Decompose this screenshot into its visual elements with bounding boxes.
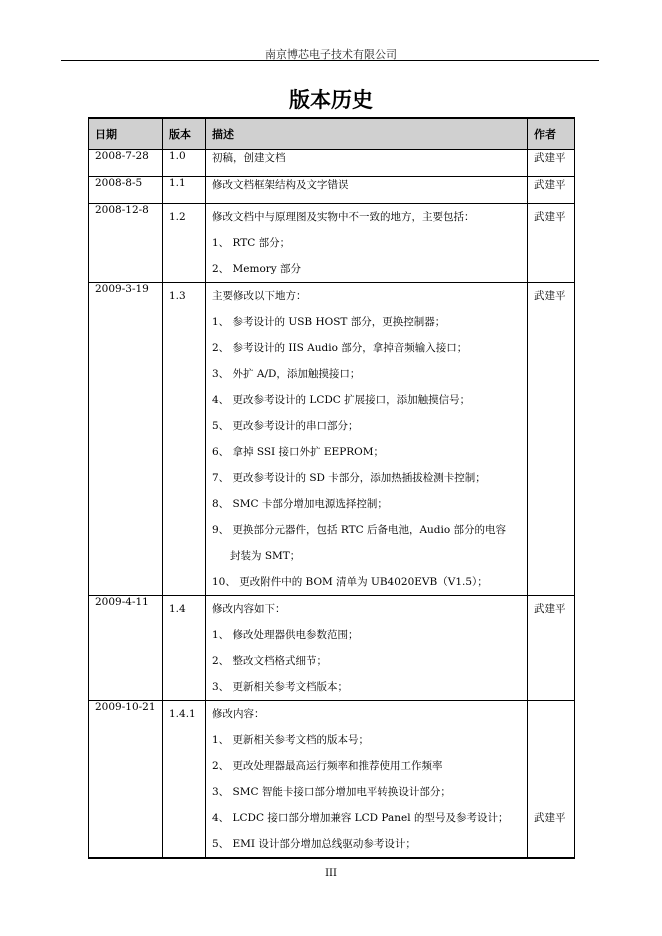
description-line: 1、 修改处理器供电参数范围； [212, 629, 359, 641]
author-cell [528, 283, 575, 596]
column-header-date: 日期 [89, 118, 163, 150]
description-line: 1、 参考设计的 USB HOST 部分，更换控制器； [212, 316, 446, 328]
description-line: 5、 EMI 设计部分增加总线驱动参考设计； [212, 838, 416, 850]
author-cell [528, 701, 575, 859]
version-cell [163, 701, 206, 859]
version-cell: 1.1 [163, 177, 206, 204]
date-cell: 2008-8-5 [89, 177, 163, 204]
description-line: 2、 整改文档格式细节； [212, 655, 328, 667]
description-cell [206, 283, 528, 596]
page-header: 南京博芯电子技术有限公司 [265, 48, 397, 61]
version-text: 1.4 [169, 603, 186, 615]
author-cell: 武建平 [528, 150, 575, 177]
version-history-table [88, 117, 575, 859]
date-cell: 2008-12-8 [89, 204, 163, 283]
version-text: 1.2 [169, 211, 186, 223]
version-cell [163, 596, 206, 701]
version-cell [163, 204, 206, 283]
description-line: 主要修改以下地方： [212, 290, 307, 302]
author-cell: 武建平 [528, 177, 575, 204]
date-cell: 2009-3-19 [89, 283, 163, 596]
description-cell [206, 204, 528, 283]
description-line: 1、 RTC 部分； [212, 237, 291, 249]
description-line: 1、 更新相关参考文档的版本号； [212, 734, 370, 746]
description-line: 修改文档中与原理图及实物中不一致的地方，主要包括： [212, 211, 475, 223]
table-row [89, 204, 575, 283]
table-row [89, 701, 575, 859]
version-text: 1.3 [169, 290, 186, 302]
description-line: 修改内容： [212, 708, 265, 720]
column-header-description: 描述 [206, 118, 528, 150]
description-line: 4、 更改参考设计的 LCDC 扩展接口，添加触摸信号； [212, 394, 471, 406]
author-text: 武建平 [534, 211, 566, 223]
table-row [89, 150, 575, 177]
author-cell [528, 204, 575, 283]
description-line: 3、 更新相关参考文档版本； [212, 681, 349, 693]
page-number: III [325, 868, 337, 879]
version-cell: 1.0 [163, 150, 206, 177]
description-line: 7、 更改参考设计的 SD 卡部分，添加热插拔检测卡控制； [212, 472, 486, 484]
description-line: 2、 更改处理器最高运行频率和推荐使用工作频率 [212, 760, 443, 772]
description-cell: 修改文档框架结构及文字错误 [206, 177, 528, 204]
description-line: 5、 更改参考设计的串口部分； [212, 420, 359, 432]
description-line: 8、 SMC 卡部分增加电源选择控制； [212, 498, 388, 510]
table-row [89, 177, 575, 204]
page-title: 版本历史 [289, 88, 373, 112]
description-line: 6、 拿掉 SSI 接口外扩 EEPROM； [212, 446, 385, 458]
description-line: 4、 LCDC 接口部分增加兼容 LCD Panel 的型号及参考设计； [212, 812, 509, 824]
author-text: 武建平 [534, 812, 566, 824]
description-line: 2、 参考设计的 IIS Audio 部分，拿掉音频输入接口； [212, 342, 468, 354]
author-text: 武建平 [534, 603, 566, 615]
description-cell [206, 701, 528, 859]
description-cell: 初稿，创建文档 [206, 150, 528, 177]
header-rule [61, 60, 599, 61]
version-cell [163, 283, 206, 596]
description-cell [206, 596, 528, 701]
version-text: 1.4.1 [169, 708, 196, 720]
table-row [89, 596, 575, 701]
table-row [89, 283, 575, 596]
column-header-author: 作者 [528, 118, 575, 150]
description-line: 封装为 SMT； [230, 550, 301, 562]
description-line: 2、 Memory 部分 [212, 263, 302, 275]
description-line: 10、 更改附件中的 BOM 清单为 UB4020EVB（V1.5）； [212, 576, 488, 588]
author-text: 武建平 [534, 290, 566, 302]
author-cell [528, 596, 575, 701]
date-cell: 2009-10-21 [89, 701, 163, 859]
date-cell: 2008-7-28 [89, 150, 163, 177]
description-line: 3、 外扩 A/D，添加触摸接口； [212, 368, 361, 380]
description-line: 9、 更换部分元器件，包括 RTC 后备电池，Audio 部分的电容 [212, 524, 507, 536]
description-line: 3、 SMC 智能卡接口部分增加电平转换设计部分； [212, 786, 451, 798]
date-cell: 2009-4-11 [89, 596, 163, 701]
column-header-version: 版本 [163, 118, 206, 150]
description-line: 修改内容如下： [212, 603, 286, 615]
table-header-row [89, 118, 575, 150]
